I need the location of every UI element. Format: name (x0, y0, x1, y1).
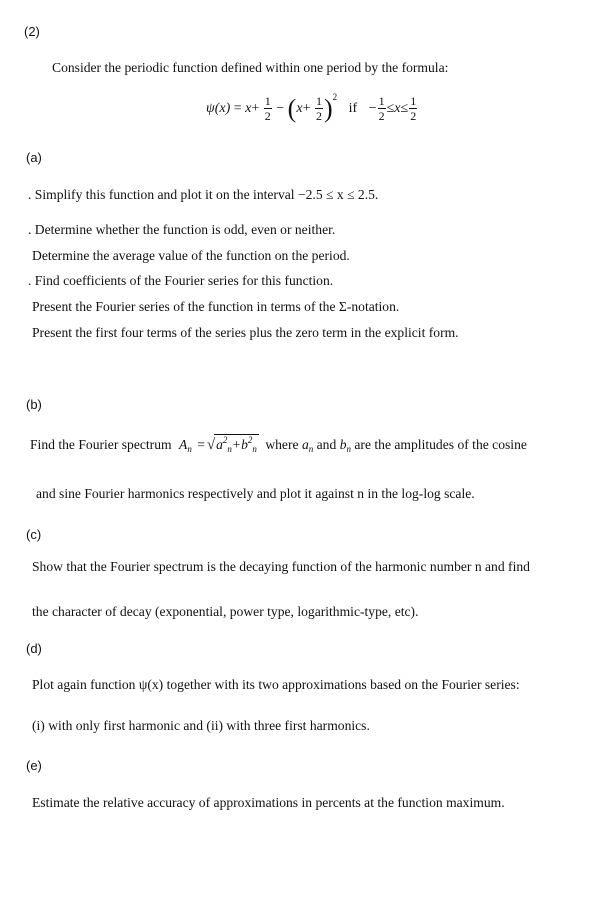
part-b-line-1: Find the Fourier spectrum $A_n = √a^2_n+b^2_n$ where $a_n$ and $b_n$ are the amplitudes of the cosine (30, 435, 527, 454)
fraction-half: $\frac{1}{2}$ (410, 94, 417, 124)
part-c-line-1: Show that the Fourier spectrum is the decaying function of the harmonic number n and find (32, 559, 530, 574)
part-b-label: (b) (26, 397, 42, 412)
part-e-label: (e) (26, 758, 42, 773)
part-a-item-5: Present the Fourier series of the function in terms of the Σ-notation. (32, 299, 400, 314)
fraction-half: $\frac{1}{2}$ (264, 94, 271, 124)
part-d-label: (d) (26, 641, 42, 656)
fraction-half: $\frac{1}{2}$ (378, 94, 385, 124)
function-formula: ψ(x) = x+ $\frac{1}{2}$ − (x+ $\frac{1}{2}$ )$^2$ if − $\frac{1}{2}$ ≤x≤ $\frac{1}{2}$ (206, 92, 417, 124)
part-e-line-1: Estimate the relative accuracy of approximations in percents at the function maximum. (32, 795, 505, 810)
intro-text: Consider the periodic function defined within one period by the formula: (52, 60, 449, 75)
square-exponent: 2 (332, 92, 338, 102)
part-a-item-6: Present the first four terms of the series plus the zero term in the explicit form. (32, 325, 459, 340)
fraction-half: $\frac{1}{2}$ (315, 94, 322, 124)
part-c-label: (c) (26, 527, 42, 542)
problem-number: (2) (24, 24, 40, 39)
part-a-label: (a) (26, 150, 42, 165)
part-b-line-2: and sine Fourier harmonics respectively and plot it against n in the log-log scale. (36, 486, 475, 501)
part-a-item-4: . Find coefficients of the Fourier series for this function. (28, 273, 334, 288)
part-d-line-2: (i) with only first harmonic and (ii) with three first harmonics. (32, 718, 370, 733)
formula-if: if (348, 101, 358, 116)
part-a-item-1: . Simplify this function and plot it on the interval −2.5 ≤ x ≤ 2.5. (28, 187, 379, 202)
part-d-line-1: Plot again function ψ(x) together with its two approximations based on the Fourier series: (32, 677, 520, 692)
part-a-item-3: Determine the average value of the function on the period. (32, 248, 350, 263)
part-c-line-2: the character of decay (exponential, power type, logarithmic-type, etc). (32, 604, 419, 619)
part-a-item-2: . Determine whether the function is odd, even or neither. (28, 222, 336, 237)
formula-psi: ψ(x) (206, 101, 231, 116)
